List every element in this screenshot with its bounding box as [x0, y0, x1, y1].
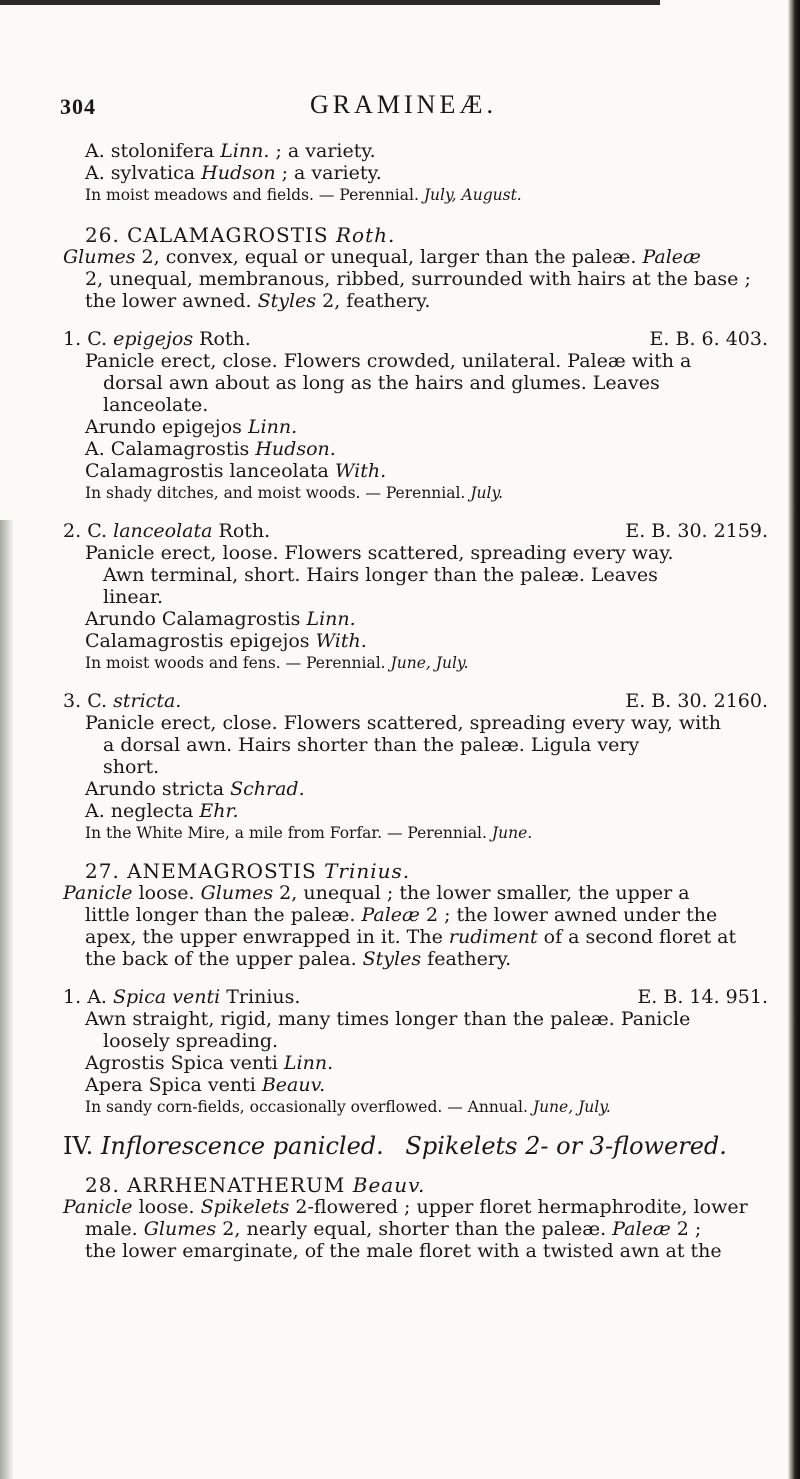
species-description: Awn straight, rigid, many times longer than the paleæ. Panicle	[85, 1008, 691, 1030]
species-line: 1. A. Spica venti Trinius. E. B. 14. 951.	[63, 986, 768, 1008]
synonym-line: Arundo stricta Schrad.	[85, 778, 305, 800]
genus-heading: 26. CALAMAGROSTIS Roth.	[85, 223, 396, 247]
synonym-line: Arundo Calamagrostis Linn.	[85, 608, 356, 630]
species-line: 3. C. stricta. E. B. 30. 2160.	[63, 690, 768, 712]
genus-heading: 27. ANEMAGROSTIS Trinius.	[85, 859, 411, 883]
synonym-line: A. stolonifera Linn. ; a variety.	[85, 140, 376, 162]
genus-heading: 28. ARRHENATHERUM Beauv.	[85, 1173, 426, 1197]
genus-description: Glumes 2, convex, equal or unequal, larger than the paleæ. Paleæ	[63, 246, 701, 268]
habitat-line: In shady ditches, and moist woods. — Perennial. July.	[85, 484, 504, 502]
species-description: dorsal awn about as long as the hairs and glumes. Leaves	[103, 372, 660, 394]
plate-reference: E. B. 6. 403.	[649, 328, 768, 350]
synonym-line: A. neglecta Ehr.	[85, 800, 239, 822]
species-description: a dorsal awn. Hairs shorter than the paleæ. Ligula very	[103, 734, 640, 756]
synonym-line: Calamagrostis lanceolata With.	[85, 460, 387, 482]
top-rule	[0, 0, 660, 5]
species-line: 2. C. lanceolata Roth. E. B. 30. 2159.	[63, 520, 768, 542]
page-number: 304	[60, 94, 96, 119]
page-body	[63, 140, 768, 1262]
genus-description: Panicle loose. Spikelets 2-flowered ; upper floret hermaphrodite, lower	[63, 1196, 748, 1218]
genus-description: the back of the upper palea. Styles feathery.	[85, 948, 512, 970]
species-description: Awn terminal, short. Hairs longer than the paleæ. Leaves	[103, 564, 658, 586]
synonym-line: Agrostis Spica venti Linn.	[85, 1052, 334, 1074]
synonym-line: A. sylvatica Hudson ; a variety.	[85, 162, 382, 184]
species-description: Panicle erect, close. Flowers scattered, spreading every way, with	[85, 712, 722, 734]
genus-description: male. Glumes 2, nearly equal, shorter than the paleæ. Paleæ 2 ;	[85, 1218, 702, 1240]
page-edge	[788, 0, 800, 1479]
species-description: Panicle erect, loose. Flowers scattered, spreading every way.	[85, 542, 674, 564]
habitat-line: In moist meadows and fields. — Perennial. July, August.	[85, 186, 522, 204]
genus-description: the lower awned. Styles 2, feathery.	[85, 290, 431, 312]
section-heading: IV. Inflorescence panicled. Spikelets 2- or 3-flowered.	[63, 1132, 727, 1160]
habitat-line: In sandy corn-fields, occasionally overflowed. — Annual. June, July.	[85, 1098, 611, 1116]
plate-reference: E. B. 30. 2160.	[625, 690, 768, 712]
synonym-line: Arundo epigejos Linn.	[85, 416, 298, 438]
plate-reference: E. B. 14. 951.	[637, 986, 768, 1008]
genus-description: 2, unequal, membranous, ribbed, surrounded with hairs at the base ;	[85, 268, 751, 290]
plate-reference: E. B. 30. 2159.	[625, 520, 768, 542]
genus-description: little longer than the paleæ. Paleæ 2 ; the lower awned under the	[85, 904, 718, 926]
synonym-line: Apera Spica venti Beauv.	[85, 1074, 326, 1096]
genus-description: Panicle loose. Glumes 2, unequal ; the lower smaller, the upper a	[63, 882, 690, 904]
species-description: short.	[103, 756, 160, 778]
species-description: lanceolate.	[103, 394, 209, 416]
synonym-line: A. Calamagrostis Hudson.	[85, 438, 336, 460]
binding-shadow	[0, 520, 14, 1479]
species-line: 1. C. epigejos Roth. E. B. 6. 403.	[63, 328, 768, 350]
species-description: loosely spreading.	[103, 1030, 279, 1052]
genus-description: the lower emarginate, of the male floret with a twisted awn at the	[85, 1240, 722, 1262]
species-description: Panicle erect, close. Flowers crowded, unilateral. Paleæ with a	[85, 350, 692, 372]
page-header	[60, 90, 700, 130]
species-description: linear.	[103, 586, 163, 608]
habitat-line: In the White Mire, a mile from Forfar. — Perennial. June.	[85, 824, 533, 842]
running-head: GRAMINEÆ.	[310, 90, 497, 119]
genus-description: apex, the upper enwrapped in it. The rudiment of a second floret at	[85, 926, 737, 948]
synonym-line: Calamagrostis epigejos With.	[85, 630, 367, 652]
habitat-line: In moist woods and fens. — Perennial. June, July.	[85, 654, 469, 672]
